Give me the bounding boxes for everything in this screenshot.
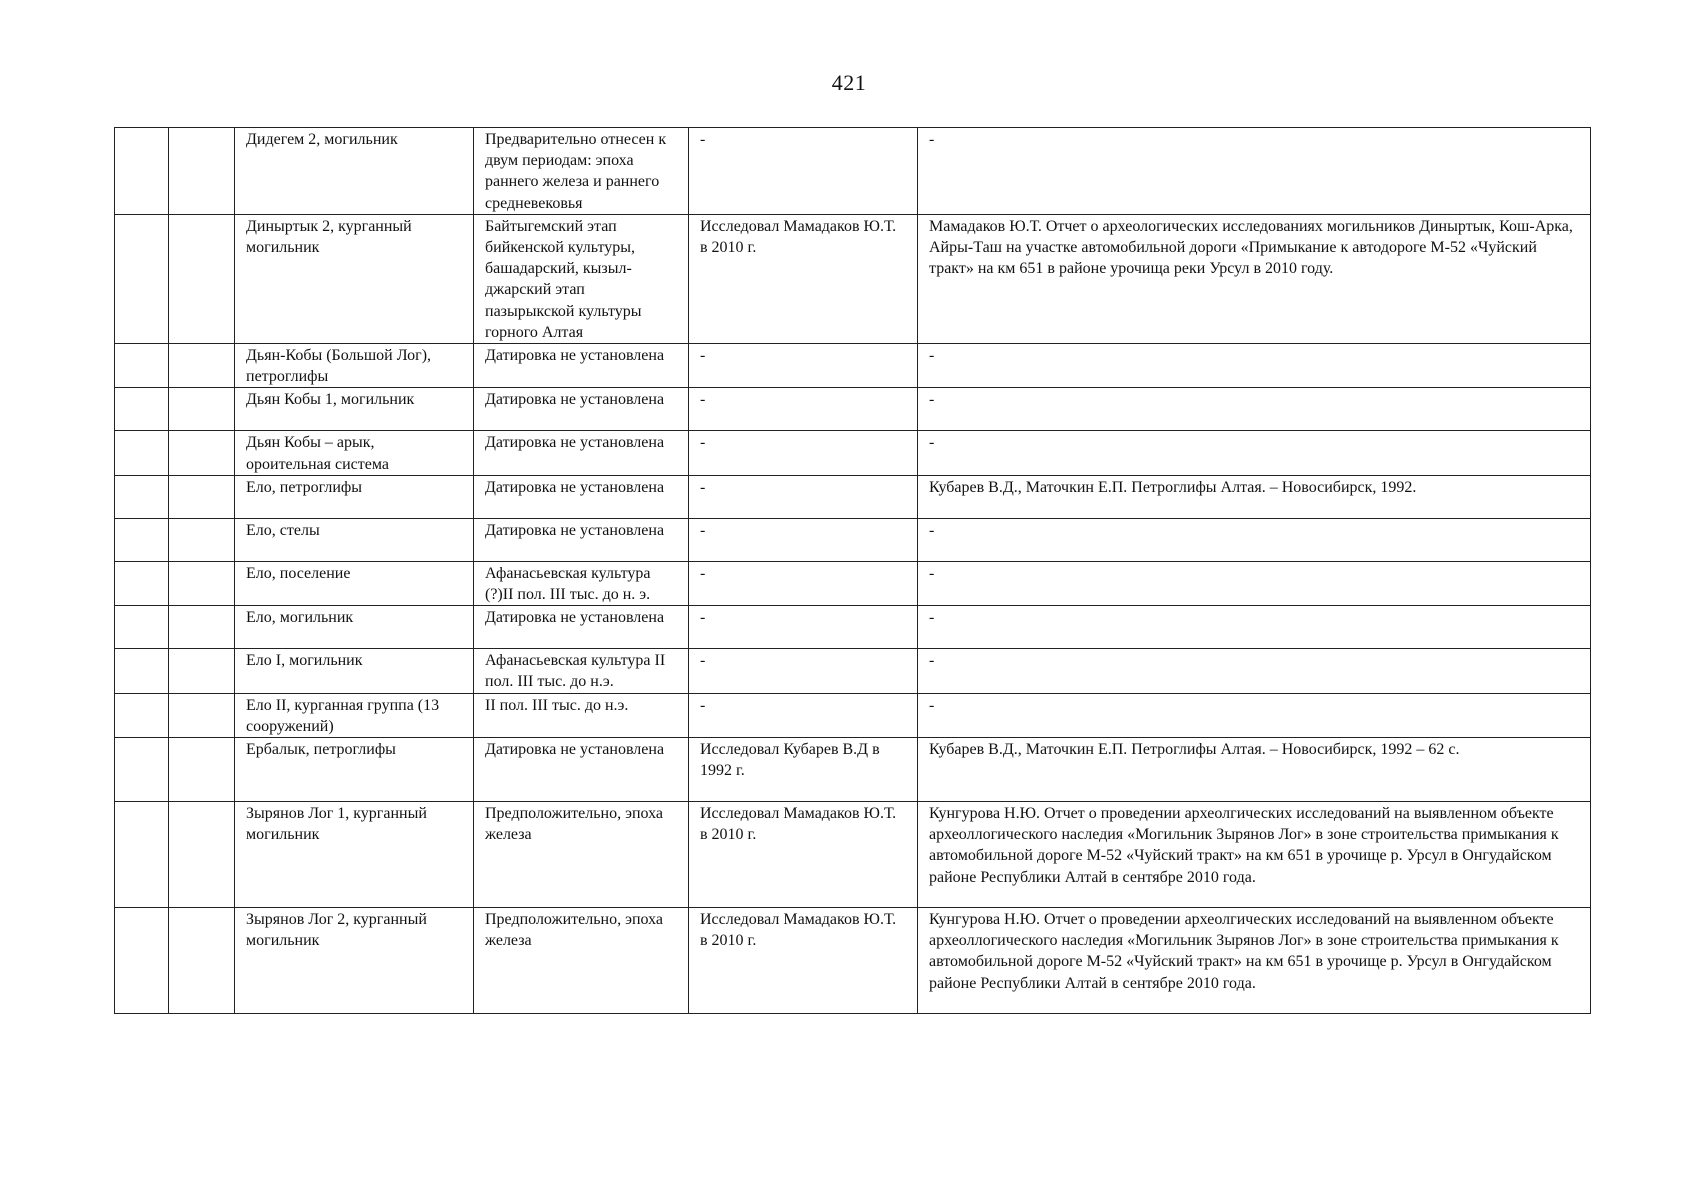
cell-code [169,128,235,215]
cell-research: - [689,388,918,431]
heritage-registry-table [114,127,1591,1014]
cell-site-name: Ело, стелы [235,518,474,561]
cell-dating: Предположительно, эпоха железа [474,802,689,908]
cell-source: Кубарев В.Д., Маточкин Е.П. Петроглифы Алтая. – Новосибирск, 1992. [918,475,1591,518]
cell-code [169,518,235,561]
cell-dating: Предположительно, эпоха железа [474,908,689,1014]
cell-dating: Датировка не установлена [474,344,689,388]
cell-research: Исследовал Мамадаков Ю.Т. в 2010 г. [689,214,918,343]
cell-site-name: Зырянов Лог 2, курганный могильник [235,908,474,1014]
cell-code [169,693,235,737]
cell-research: - [689,431,918,475]
cell-source: - [918,649,1591,693]
cell-research: - [689,649,918,693]
cell-index [115,344,169,388]
cell-index [115,693,169,737]
table-row [115,908,1591,1014]
cell-source: - [918,693,1591,737]
cell-research: - [689,561,918,605]
table-row [115,693,1591,737]
table-row [115,649,1591,693]
cell-dating: Афанасьевская культура (?)II пол. III тыс. до н. э. [474,561,689,605]
cell-source: Кунгурова Н.Ю. Отчет о проведении археолгических исследований на выявленном объекте археоллогического наследия «Могильник Зырянов Лог» в зоне строительства примыкания к автомобильной дороге М-52 «Чуйский тракт» на км 651 в урочище р. Урсул в Онгудайском районе Республики Алтай в сентябре 2010 года. [918,802,1591,908]
cell-index [115,606,169,649]
cell-index [115,649,169,693]
cell-site-name: Ело I, могильник [235,649,474,693]
cell-index [115,908,169,1014]
cell-research: - [689,606,918,649]
table-row [115,802,1591,908]
cell-index [115,738,169,802]
cell-index [115,518,169,561]
cell-site-name: Ело, петроглифы [235,475,474,518]
cell-site-name: Дьян-Кобы (Большой Лог), петроглифы [235,344,474,388]
cell-source: - [918,431,1591,475]
cell-index [115,388,169,431]
cell-code [169,388,235,431]
cell-research: Исследовал Мамадаков Ю.Т. в 2010 г. [689,908,918,1014]
table-row [115,518,1591,561]
cell-index [115,561,169,605]
cell-research: Исследовал Мамадаков Ю.Т. в 2010 г. [689,802,918,908]
cell-source: - [918,561,1591,605]
cell-source: - [918,518,1591,561]
cell-site-name: Ело, поселение [235,561,474,605]
cell-dating: Датировка не установлена [474,475,689,518]
cell-source: - [918,344,1591,388]
table-row [115,214,1591,343]
cell-research: - [689,693,918,737]
cell-site-name: Диныртык 2, курганный могильник [235,214,474,343]
table-row [115,561,1591,605]
cell-dating: Датировка не установлена [474,606,689,649]
cell-site-name: Дьян Кобы 1, могильник [235,388,474,431]
cell-research: - [689,475,918,518]
cell-code [169,802,235,908]
page-number: 421 [831,70,867,95]
cell-index [115,475,169,518]
cell-site-name: Ербалык, петроглифы [235,738,474,802]
cell-dating: Афанасьевская культура II пол. III тыс. до н.э. [474,649,689,693]
cell-code [169,738,235,802]
cell-code [169,606,235,649]
cell-index [115,802,169,908]
cell-site-name: Ело, могильник [235,606,474,649]
cell-site-name: Ело II, курганная группа (13 сооружений) [235,693,474,737]
cell-code [169,475,235,518]
cell-source: - [918,606,1591,649]
cell-research: - [689,128,918,215]
cell-source: - [918,128,1591,215]
cell-dating: Датировка не установлена [474,738,689,802]
cell-index [115,128,169,215]
table-row [115,388,1591,431]
cell-code [169,214,235,343]
cell-dating: Датировка не установлена [474,388,689,431]
cell-code [169,561,235,605]
cell-index [115,214,169,343]
table-row [115,128,1591,215]
cell-source: Кубарев В.Д., Маточкин Е.П. Петроглифы Алтая. – Новосибирск, 1992 – 62 с. [918,738,1591,802]
cell-source: Кунгурова Н.Ю. Отчет о проведении археолгических исследований на выявленном объекте археоллогического наследия «Могильник Зырянов Лог» в зоне строительства примыкания к автомобильной дороге М-52 «Чуйский тракт» на км 651 в урочище р. Урсул в Онгудайском районе Республики Алтай в сентябре 2010 года. [918,908,1591,1014]
table-row [115,344,1591,388]
cell-code [169,344,235,388]
cell-research: - [689,344,918,388]
cell-code [169,431,235,475]
table-row [115,475,1591,518]
cell-research: - [689,518,918,561]
table-row [115,738,1591,802]
table-row [115,606,1591,649]
cell-dating: Предварительно отнесен к двум периодам: эпоха раннего железа и раннего средневековья [474,128,689,215]
table-row [115,431,1591,475]
cell-site-name: Дидегем 2, могильник [235,128,474,215]
cell-dating: Датировка не установлена [474,431,689,475]
cell-code [169,649,235,693]
cell-dating: II пол. III тыс. до н.э. [474,693,689,737]
cell-dating: Датировка не установлена [474,518,689,561]
cell-dating: Байтыгемский этап бийкенской культуры, башадарский, кызыл-джарский этап пазырыкской культуры горного Алтая [474,214,689,343]
cell-source: Мамадаков Ю.Т. Отчет о археологических исследованиях могильников Диныртык, Кош-Арка, Айры-Таш на участке автомобильной дороги «Примыкание к автодороге М-52 «Чуйский тракт» на км 651 в районе урочища реки Урсул в 2010 году. [918,214,1591,343]
cell-research: Исследовал Кубарев В.Д в 1992 г. [689,738,918,802]
cell-source: - [918,388,1591,431]
cell-code [169,908,235,1014]
cell-site-name: Зырянов Лог 1, курганный могильник [235,802,474,908]
cell-site-name: Дьян Кобы – арык, ороительная система [235,431,474,475]
cell-index [115,431,169,475]
